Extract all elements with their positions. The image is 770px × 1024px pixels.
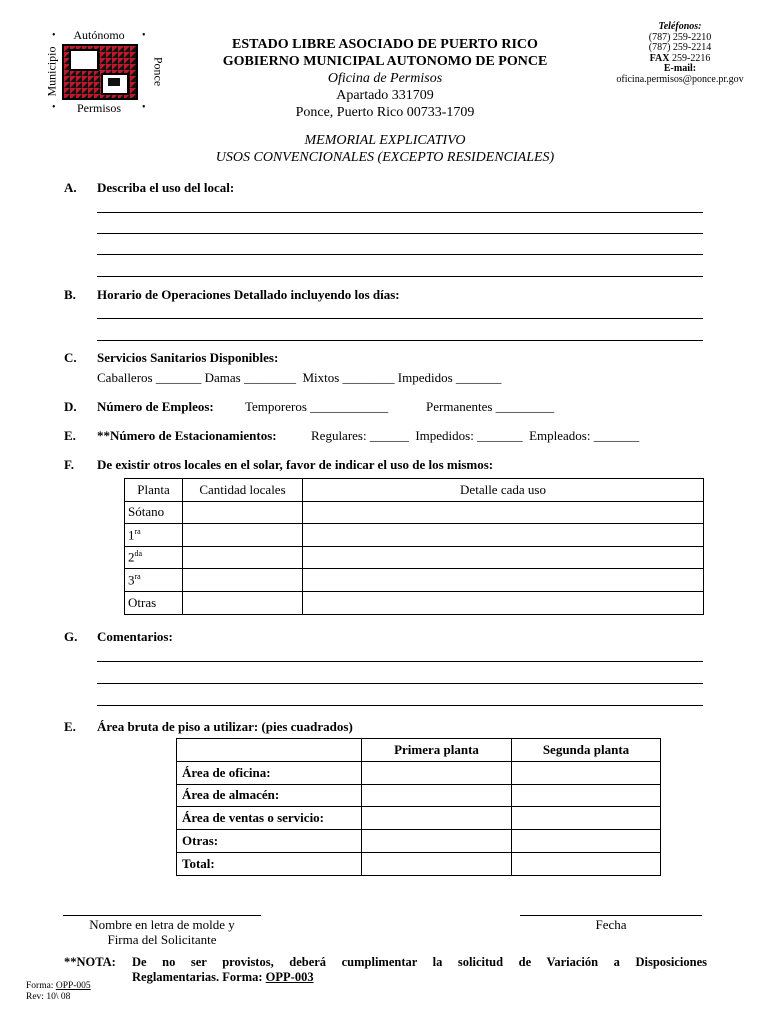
section-e-letter: E. bbox=[64, 428, 76, 443]
table-row bbox=[177, 761, 661, 784]
section-g-label: Comentarios: bbox=[97, 629, 173, 644]
table-row bbox=[177, 784, 661, 807]
detalle-cell[interactable] bbox=[303, 524, 704, 547]
contact-block bbox=[612, 22, 748, 85]
logo-right-text: Ponce bbox=[151, 56, 166, 87]
fax-number: 259-2216 bbox=[671, 52, 711, 64]
section-d-label: Número de Empleos: bbox=[97, 399, 214, 414]
section-b-letter: B. bbox=[64, 287, 76, 302]
segunda-cell[interactable] bbox=[512, 807, 661, 830]
table-row bbox=[177, 852, 661, 875]
table-row bbox=[125, 524, 704, 547]
logo bbox=[40, 24, 166, 120]
title-line1: MEMORIAL EXPLICATIVO bbox=[304, 133, 466, 148]
cantidad-cell[interactable] bbox=[183, 524, 303, 547]
row-label: $3^{ra}$ bbox=[125, 569, 183, 592]
note-text: De no ser provistos, deberá cumplimentar la solicitud de Variación a Disposiciones bbox=[132, 955, 707, 969]
primera-cell[interactable] bbox=[362, 761, 512, 784]
section-b-label: Horario de Operaciones Detallado incluyendo los días: bbox=[97, 287, 400, 302]
signature-caption-line1: Nombre en letra de molde y bbox=[89, 917, 235, 932]
note-label: **NOTA: bbox=[64, 955, 116, 969]
row-label: Otras bbox=[125, 591, 183, 614]
table-row bbox=[125, 501, 704, 524]
forma-code: OPP-005 bbox=[55, 981, 91, 991]
row-label: Área de oficina: bbox=[177, 761, 362, 784]
section-area-letter: E. bbox=[64, 719, 76, 734]
table-header-row bbox=[177, 739, 661, 762]
date-line[interactable] bbox=[520, 915, 702, 916]
logo-dot: • bbox=[142, 30, 146, 41]
other-premises-table bbox=[124, 478, 704, 615]
logo-dot: • bbox=[52, 30, 56, 41]
email-address: oficina.permisos@ponce.pr.gov bbox=[616, 73, 744, 85]
row-label: Otras: bbox=[177, 830, 362, 853]
note-text-2: Reglamentarias. Forma: bbox=[132, 970, 263, 984]
comments-line[interactable] bbox=[97, 683, 703, 684]
logo-emblem bbox=[62, 44, 138, 100]
logo-left-text: Municipio bbox=[44, 46, 59, 97]
floor-area-table bbox=[176, 738, 661, 876]
segunda-cell[interactable] bbox=[512, 852, 661, 875]
signature-caption-line2: Firma del Solicitante bbox=[107, 932, 217, 947]
signature-caption bbox=[63, 917, 261, 947]
section-a-line[interactable] bbox=[97, 276, 703, 277]
section-a-line[interactable] bbox=[97, 233, 703, 234]
segunda-cell[interactable] bbox=[512, 830, 661, 853]
header-address: Apartado 331709 bbox=[336, 88, 434, 103]
table-row bbox=[177, 807, 661, 830]
note-line1 bbox=[64, 955, 707, 970]
title-line2: USOS CONVENCIONALES (EXCEPTO RESIDENCIALES) bbox=[215, 150, 555, 165]
note-form-link[interactable]: OPP-003 bbox=[265, 970, 314, 984]
header-office: Oficina de Permisos bbox=[327, 71, 443, 86]
table-row bbox=[125, 546, 704, 569]
header-line2: GOBIERNO MUNICIPAL AUTONOMO DE PONCE bbox=[222, 54, 548, 69]
table-header-row bbox=[125, 479, 704, 502]
rev-code: 10\ 08 bbox=[46, 992, 71, 1002]
section-d-letter: D. bbox=[64, 399, 77, 414]
row-label: $1^{ra}$ bbox=[125, 524, 183, 547]
cantidad-cell[interactable] bbox=[183, 591, 303, 614]
col-header-primera: Primera planta bbox=[362, 739, 512, 762]
detalle-cell[interactable] bbox=[303, 501, 704, 524]
row-label: Área de ventas o servicio: bbox=[177, 807, 362, 830]
section-e-label: **Número de Estacionamientos: bbox=[97, 428, 277, 443]
sanitary-services-fields[interactable]: Caballeros _______ Damas ________ Mixtos ________ Impedidos _______ bbox=[97, 370, 502, 385]
logo-dot: • bbox=[142, 102, 146, 113]
section-a-letter: A. bbox=[64, 180, 77, 195]
phones-label: Teléfonos: bbox=[658, 21, 702, 32]
header bbox=[180, 36, 590, 121]
phone-1: (787) 259-2210 bbox=[648, 31, 712, 43]
note bbox=[64, 955, 707, 985]
section-f-letter: F. bbox=[64, 457, 74, 472]
primera-cell[interactable] bbox=[362, 852, 512, 875]
temporary-employees-field[interactable]: Temporeros ____________ bbox=[245, 399, 389, 414]
primera-cell[interactable] bbox=[362, 807, 512, 830]
col-header-planta: Planta bbox=[125, 479, 183, 502]
logo-top-text: Autónomo bbox=[73, 28, 125, 42]
section-area-label: Área bruta de piso a utilizar: (pies cuadrados) bbox=[97, 719, 353, 734]
table-row bbox=[125, 569, 704, 592]
col-header-detalle: Detalle cada uso bbox=[303, 479, 704, 502]
section-c-letter: C. bbox=[64, 350, 77, 365]
date-caption: Fecha bbox=[595, 917, 627, 932]
signature-line[interactable] bbox=[63, 915, 261, 916]
section-f-label: De existir otros locales en el solar, favor de indicar el uso de los mismos: bbox=[97, 457, 494, 472]
rev-label: Rev: bbox=[26, 992, 44, 1002]
detalle-cell[interactable] bbox=[303, 569, 704, 592]
section-c-label: Servicios Sanitarios Disponibles: bbox=[97, 350, 279, 365]
comments-line[interactable] bbox=[97, 705, 703, 706]
form-footer bbox=[26, 981, 91, 1003]
section-g-letter: G. bbox=[64, 629, 78, 644]
section-a-line[interactable] bbox=[97, 212, 703, 213]
primera-cell[interactable] bbox=[362, 784, 512, 807]
parking-fields[interactable]: Regulares: ______ Impedidos: _______ Empleados: _______ bbox=[311, 428, 640, 443]
header-line1: ESTADO LIBRE ASOCIADO DE PUERTO RICO bbox=[232, 37, 538, 52]
phone-2: (787) 259-2214 bbox=[648, 42, 712, 53]
form-title bbox=[0, 132, 770, 166]
table-row bbox=[177, 830, 661, 853]
row-label: Total: bbox=[177, 852, 362, 875]
col-header-segunda: Segunda planta bbox=[512, 739, 661, 762]
logo-bottom-text: Permisos bbox=[76, 101, 121, 115]
header-city: Ponce, Puerto Rico 00733-1709 bbox=[295, 105, 475, 120]
note-line2 bbox=[64, 970, 707, 985]
logo-dot: • bbox=[52, 102, 56, 113]
table-row bbox=[125, 591, 704, 614]
row-label: Sótano bbox=[125, 501, 183, 524]
detalle-cell[interactable] bbox=[303, 591, 704, 614]
section-a-line[interactable] bbox=[97, 254, 703, 255]
logo-emblem-icon bbox=[64, 46, 136, 98]
cantidad-cell[interactable] bbox=[183, 546, 303, 569]
comments-line[interactable] bbox=[97, 661, 703, 662]
cantidad-cell[interactable] bbox=[183, 569, 303, 592]
fax-label: FAX bbox=[649, 52, 670, 64]
section-b-line[interactable] bbox=[97, 318, 703, 319]
detalle-cell[interactable] bbox=[303, 546, 704, 569]
row-label: Área de almacén: bbox=[177, 784, 362, 807]
segunda-cell[interactable] bbox=[512, 784, 661, 807]
forma-label: Forma: bbox=[26, 981, 54, 991]
segunda-cell[interactable] bbox=[512, 761, 661, 784]
col-header-blank bbox=[177, 739, 362, 762]
cantidad-cell[interactable] bbox=[183, 501, 303, 524]
section-b-line[interactable] bbox=[97, 340, 703, 341]
permanent-employees-field[interactable]: Permanentes _________ bbox=[426, 399, 555, 414]
col-header-cantidad: Cantidad locales bbox=[183, 479, 303, 502]
email-label: E-mail: bbox=[663, 63, 697, 74]
primera-cell[interactable] bbox=[362, 830, 512, 853]
section-a-label: Describa el uso del local: bbox=[97, 180, 235, 195]
row-label: $2^{da}$ bbox=[125, 546, 183, 569]
